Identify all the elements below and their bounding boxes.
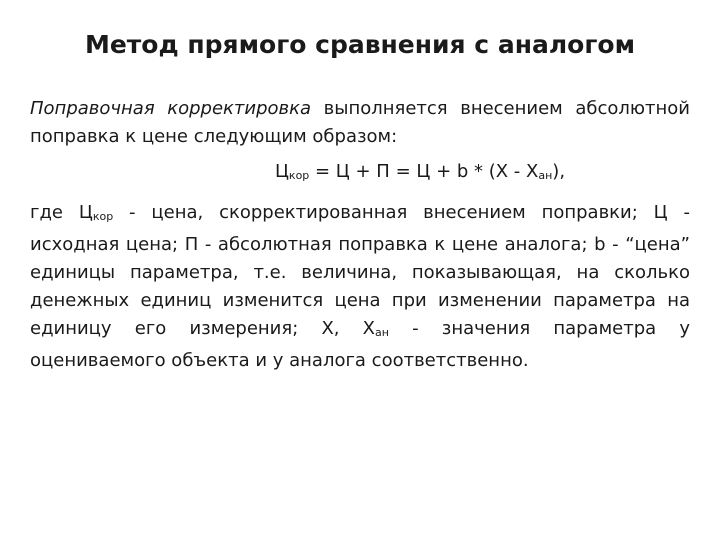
intro-paragraph xyxy=(30,95,690,151)
formula-end: ), xyxy=(552,161,566,182)
defs-symbol: Х, Х xyxy=(321,318,375,339)
defs-symbol: b xyxy=(594,234,606,255)
definitions-paragraph xyxy=(30,199,690,375)
defs-text: - исходная цена; xyxy=(30,202,691,255)
defs-sub: кор xyxy=(92,210,114,223)
formula xyxy=(30,158,690,190)
defs-text: - цена, скорректированная внесением поправки; xyxy=(113,202,654,223)
defs-symbol: П xyxy=(184,234,199,255)
defs-text: - абсолютная поправка к цене аналога; xyxy=(198,234,595,255)
formula-mid: = Ц + П = Ц + b * (Х - Х xyxy=(309,161,539,182)
defs-text: где xyxy=(30,202,79,223)
formula-lhs-sub: кор xyxy=(288,169,310,182)
defs-symbol: Ц xyxy=(78,202,93,223)
defs-text: - “цена” единицы параметра, т.е. величина, показывающая, на сколько денежных единиц изменится цена при изменении параметра на единицу его измерения; xyxy=(30,234,691,339)
slide-body xyxy=(30,95,690,375)
formula-lhs: Ц xyxy=(274,161,289,182)
defs-text: - значения параметра у оцениваемого объекта и у аналога соответственно. xyxy=(30,318,690,371)
slide-title: Метод прямого сравнения с аналогом xyxy=(84,30,636,59)
defs-sub: ан xyxy=(375,326,389,339)
defs-symbol: Ц xyxy=(653,202,668,223)
intro-term: Поправочная корректировка xyxy=(30,98,312,119)
formula-rhs-sub: ан xyxy=(538,169,553,182)
intro-text: выполняется внесением абсолютной поправка к цене следующим образом: xyxy=(30,98,690,147)
